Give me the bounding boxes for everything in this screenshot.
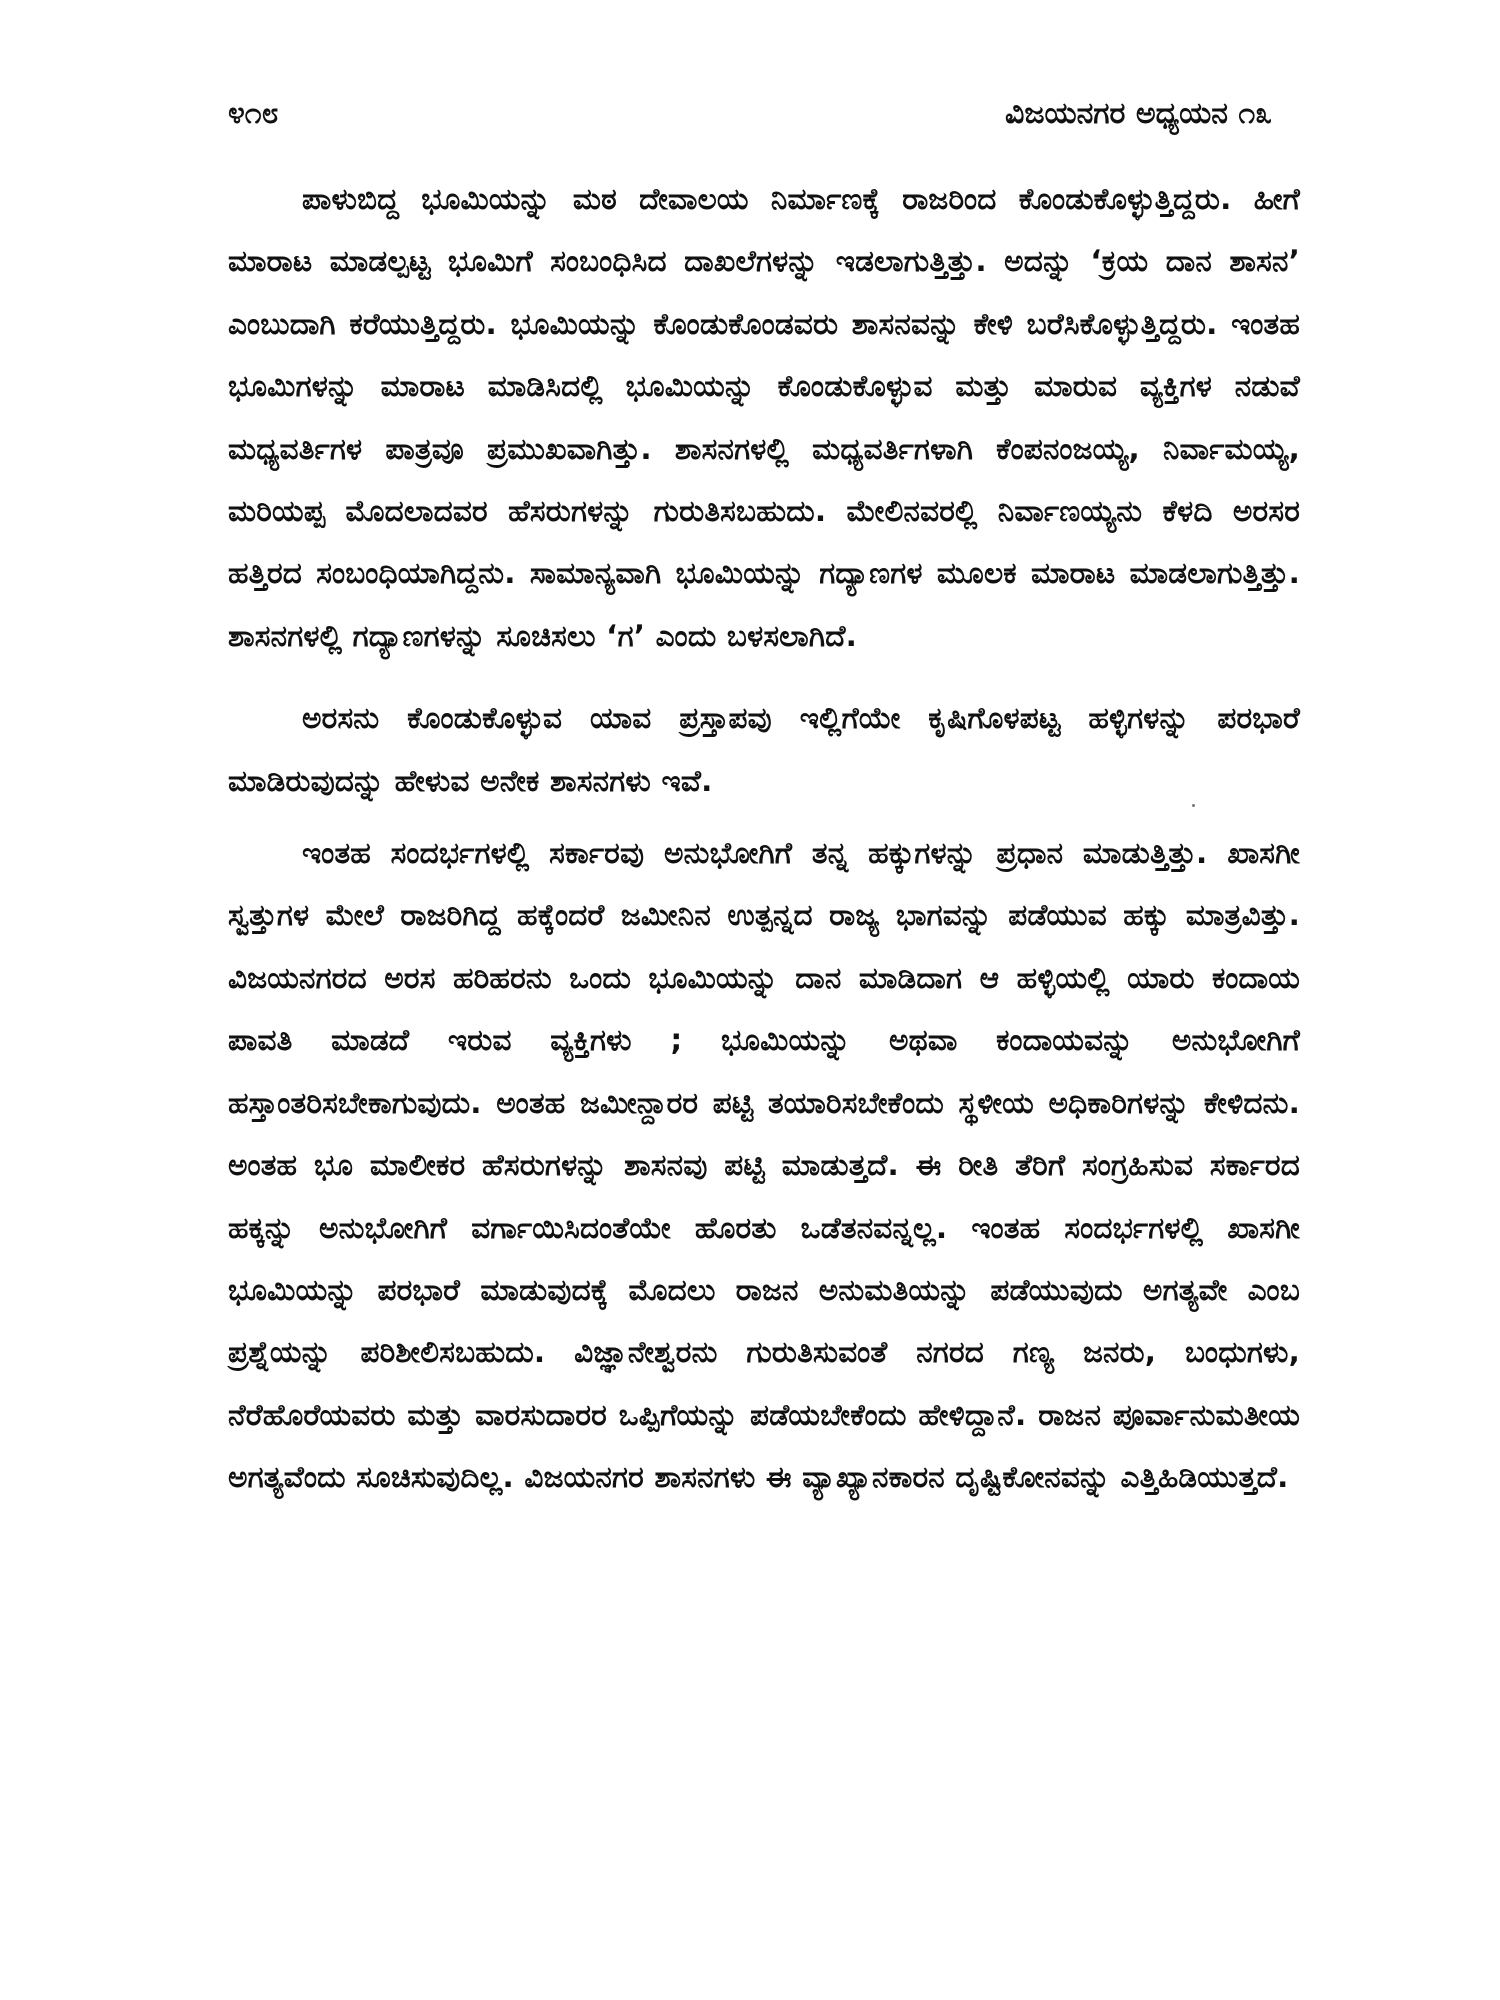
paragraph-land-sale-records: ಪಾಳುಬಿದ್ದ ಭೂಮಿಯನ್ನು ಮಠ ದೇವಾಲಯ ನಿರ್ಮಾಣಕ್ಕೆ ರಾಜರಿಂದ ಕೊಂಡುಕೊಳ್ಳುತ್ತಿದ್ದರು. ಹೀಗೆ ಮಾರಾಟ ಮಾಡಲ್ಪಟ್ಟ ಭೂಮಿಗೆ ಸಂಬಂಧಿಸಿದ ದಾಖಲೆಗಳನ್ನು ಇಡಲಾಗುತ್ತಿತ್ತು. ಅದನ್ನು ‘ಕ್ರಯ ದಾನ ಶಾಸನ’ ಎಂಬುದಾಗಿ ಕರೆಯುತ್ತಿದ್ದರು. ಭೂಮಿಯನ್ನು ಕೊಂಡುಕೊಂಡವರು ಶಾಸನವನ್ನು ಕೇಳಿ ಬರೆಸಿಕೊಳ್ಳುತ್ತಿದ್ದರು. ಇಂತಹ ಭೂಮಿಗಳನ್ನು ಮಾರಾಟ ಮಾಡಿಸಿದಲ್ಲಿ ಭೂಮಿಯನ್ನು ಕೊಂಡುಕೊಳ್ಳುವ ಮತ್ತು ಮಾರುವ ವ್ಯಕ್ತಿಗಳ ನಡುವೆ ಮಧ್ಯವರ್ತಿಗಳ ಪಾತ್ರವೂ ಪ್ರಮುಖವಾಗಿತ್ತು. ಶಾಸನಗಳಲ್ಲಿ ಮಧ್ಯವರ್ತಿಗಳಾಗಿ ಕೆಂಪನಂಜಯ್ಯ, ನಿರ್ವಾಮಯ್ಯ, ಮರಿಯಪ್ಪ ಮೊದಲಾದವರ ಹೆಸರುಗಳನ್ನು ಗುರುತಿಸಬಹುದು. ಮೇಲಿನವರಲ್ಲಿ ನಿರ್ವಾಣಯ್ಯನು ಕೆಳದಿ ಅರಸರ ಹತ್ತಿರದ ಸಂಬಂಧಿಯಾಗಿದ್ದನು. ಸಾಮಾನ್ಯವಾಗಿ ಭೂಮಿಯನ್ನು ಗದ್ಯಾಣಗಳ ಮೂಲಕ ಮಾರಾಟ ಮಾಡಲಾಗುತ್ತಿತ್ತು. ಶಾಸನಗಳಲ್ಲಿ ಗದ್ಯಾಣಗಳನ್ನು ಸೂಚಿಸಲು ‘ಗ’ ಎಂದು ಬಳಸಲಾಗಿದೆ.: [228, 182, 1300, 653]
paper-speck: [1192, 804, 1195, 807]
page-header: [228, 96, 1272, 144]
paragraph-king-purchase: ಅರಸನು ಕೊಂಡುಕೊಳ್ಳುವ ಯಾವ ಪ್ರಸ್ತಾಪವು ಇಲ್ಲಿಗೆಯೇ ಕೃಷಿಗೊಳಪಟ್ಟ ಹಳ್ಳಿಗಳನ್ನು ಪರಭಾರೆ ಮಾಡಿರುವುದನ್ನು ಹೇಳುವ ಅನೇಕ ಶಾಸನಗಳು ಇವೆ.: [228, 701, 1300, 798]
page-body: [228, 168, 1300, 1509]
paragraph-government-rights: ಇಂತಹ ಸಂದರ್ಭಗಳಲ್ಲಿ ಸರ್ಕಾರವು ಅನುಭೋಗಿಗೆ ತನ್ನ ಹಕ್ಕುಗಳನ್ನು ಪ್ರಧಾನ ಮಾಡುತ್ತಿತ್ತು. ಖಾಸಗೀ ಸ್ವತ್ತುಗಳ ಮೇಲೆ ರಾಜರಿಗಿದ್ದ ಹಕ್ಕೆಂದರೆ ಜಮೀನಿನ ಉತ್ಪನ್ನದ ರಾಜ್ಯ ಭಾಗವನ್ನು ಪಡೆಯುವ ಹಕ್ಕು ಮಾತ್ರವಿತ್ತು. ವಿಜಯನಗರದ ಅರಸ ಹರಿಹರನು ಒಂದು ಭೂಮಿಯನ್ನು ದಾನ ಮಾಡಿದಾಗ ಆ ಹಳ್ಳಿಯಲ್ಲಿ ಯಾರು ಕಂದಾಯ ಪಾವತಿ ಮಾಡದೆ ಇರುವ ವ್ಯಕ್ತಿಗಳು ; ಭೂಮಿಯನ್ನು ಅಥವಾ ಕಂದಾಯವನ್ನು ಅನುಭೋಗಿಗೆ ಹಸ್ತಾಂತರಿಸಬೇಕಾಗುವುದು. ಅಂತಹ ಜಮೀನ್ದಾರರ ಪಟ್ಟಿ ತಯಾರಿಸಬೇಕೆಂದು ಸ್ಥಳೀಯ ಅಧಿಕಾರಿಗಳನ್ನು ಕೇಳಿದನು. ಅಂತಹ ಭೂ ಮಾಲೀಕರ ಹೆಸರುಗಳನ್ನು ಶಾಸನವು ಪಟ್ಟಿ ಮಾಡುತ್ತದೆ. ಈ ರೀತಿ ತೆರಿಗೆ ಸಂಗ್ರಹಿಸುವ ಸರ್ಕಾರದ ಹಕ್ಕನ್ನು ಅನುಭೋಗಿಗೆ ವರ್ಗಾಯಿಸಿದಂತೆಯೇ ಹೊರತು ಒಡೆತನವನ್ನಲ್ಲ. ಇಂತಹ ಸಂದರ್ಭಗಳಲ್ಲಿ ಖಾಸಗೀ ಭೂಮಿಯನ್ನು ಪರಭಾರೆ ಮಾಡುವುದಕ್ಕೆ ಮೊದಲು ರಾಜನ ಅನುಮತಿಯನ್ನು ಪಡೆಯುವುದು ಅಗತ್ಯವೇ ಎಂಬ ಪ್ರಶ್ನೆಯನ್ನು ಪರಿಶೀಲಿಸಬಹುದು. ವಿಜ್ಞಾನೇಶ್ವರನು ಗುರುತಿಸುವಂತೆ ನಗರದ ಗಣ್ಯ ಜನರು, ಬಂಧುಗಳು, ನೆರೆಹೊರೆಯವರು ಮತ್ತು ವಾರಸುದಾರರ ಒಪ್ಪಿಗೆಯನ್ನು ಪಡೆಯಬೇಕೆಂದು ಹೇಳಿದ್ದಾನೆ. ರಾಜನ ಪೂರ್ವಾನುಮತೀಯ ಅಗತ್ಯವೆಂದು ಸೂಚಿಸುವುದಿಲ್ಲ. ವಿಜಯನಗರ ಶಾಸನಗಳು ಈ ವ್ಯಾಖ್ಯಾನಕಾರನ ದೃಷ್ಟಿಕೋನವನ್ನು ಎತ್ತಿಹಿಡಿಯುತ್ತದೆ.: [228, 836, 1300, 1495]
page-number: ೪೧೮: [228, 96, 279, 131]
running-title: ವಿಜಯನಗರ ಅಧ್ಯಯನ ೧೩: [1004, 96, 1272, 131]
